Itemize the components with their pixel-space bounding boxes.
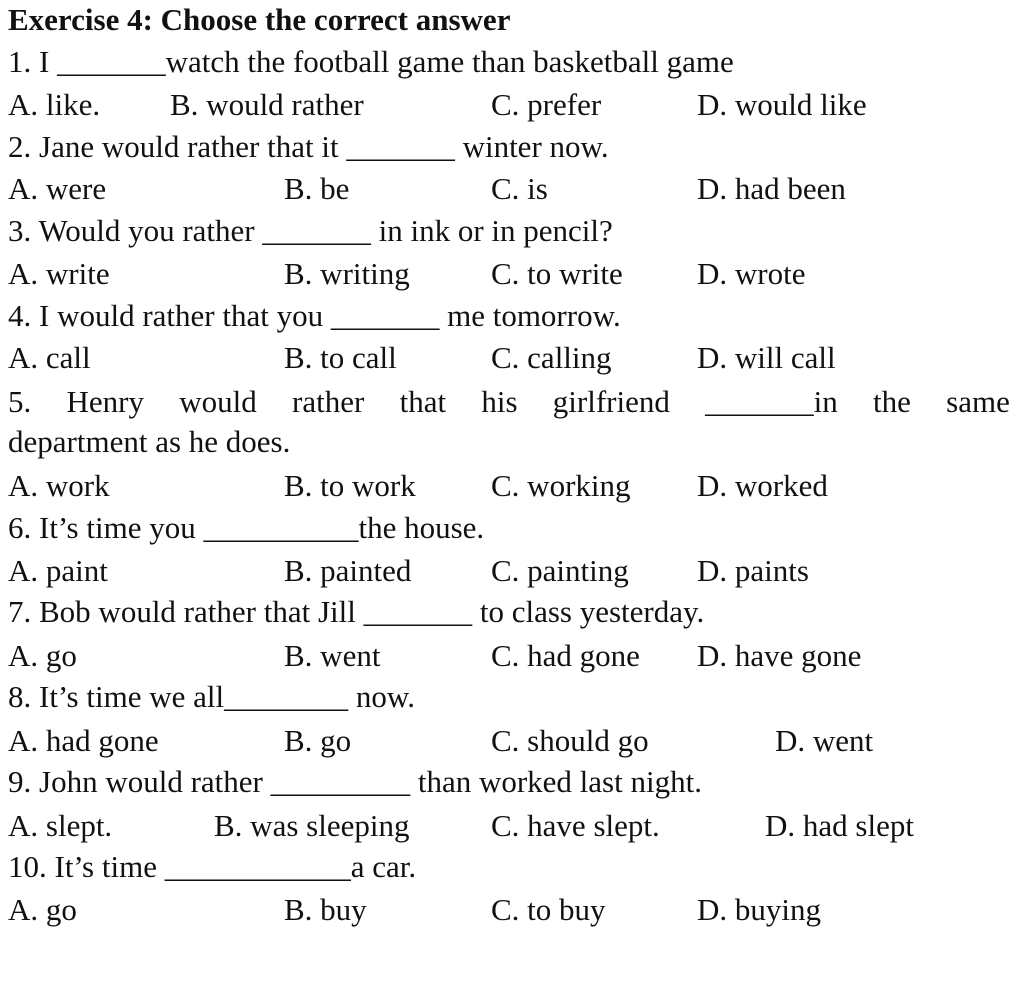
- question-10-option-d: D. buying: [697, 892, 821, 927]
- question-1-option-d: D. would like: [697, 87, 867, 122]
- question-8-option-c: C. should go: [491, 723, 649, 758]
- question-5-word: same: [946, 384, 1010, 419]
- question-5-option-c: C. working: [491, 468, 631, 503]
- question-7-option-b: B. went: [284, 638, 381, 673]
- question-4-option-c: C. calling: [491, 340, 612, 375]
- question-7-option-c: C. had gone: [491, 638, 640, 673]
- question-3-option-b: B. writing: [284, 256, 410, 291]
- question-9-option-b: B. was sleeping: [214, 808, 410, 843]
- question-8-option-d: D. went: [775, 723, 874, 758]
- question-1-prompt: 1. I _______watch the football game than basketball game: [8, 44, 734, 79]
- question-2-option-d: D. had been: [697, 171, 846, 206]
- question-2-option-b: B. be: [284, 171, 350, 206]
- question-9-prompt: 9. John would rather _________ than worked last night.: [8, 764, 702, 799]
- question-5-word: 5.: [8, 384, 32, 419]
- question-1-option-a: A. like.: [8, 87, 101, 122]
- question-4-option-a: A. call: [8, 340, 91, 375]
- question-5-word: would: [179, 384, 257, 419]
- question-6-option-b: B. painted: [284, 553, 412, 588]
- question-6-prompt: 6. It’s time you __________the house.: [8, 510, 485, 545]
- question-2-prompt: 2. Jane would rather that it _______ winter now.: [8, 129, 609, 164]
- question-5-prompt-continued: department as he does.: [8, 424, 291, 459]
- question-5-prompt: [8, 384, 1010, 420]
- question-5-word: the: [873, 384, 911, 419]
- question-2-option-c: C. is: [491, 171, 548, 206]
- question-7-prompt: 7. Bob would rather that Jill _______ to class yesterday.: [8, 594, 705, 629]
- question-1-option-b: B. would rather: [170, 87, 364, 122]
- question-9-option-d: D. had slept: [765, 808, 914, 843]
- question-6-option-a: A. paint: [8, 553, 108, 588]
- question-9-option-c: C. have slept.: [491, 808, 660, 843]
- question-7-option-d: D. have gone: [697, 638, 862, 673]
- question-5-word: his: [481, 384, 518, 419]
- question-3-prompt: 3. Would you rather _______ in ink or in pencil?: [8, 213, 613, 248]
- question-5-word: girlfriend: [552, 384, 670, 419]
- question-6-option-d: D. paints: [697, 553, 809, 588]
- question-7-option-a: A. go: [8, 638, 77, 673]
- question-4-prompt: 4. I would rather that you _______ me tomorrow.: [8, 298, 621, 333]
- question-3-option-d: D. wrote: [697, 256, 806, 291]
- exercise-title: Exercise 4: Choose the correct answer: [8, 2, 511, 37]
- question-8-option-b: B. go: [284, 723, 352, 758]
- question-3-option-c: C. to write: [491, 256, 623, 291]
- question-10-option-b: B. buy: [284, 892, 367, 927]
- question-10-option-a: A. go: [8, 892, 77, 927]
- question-8-option-a: A. had gone: [8, 723, 159, 758]
- question-6-option-c: C. painting: [491, 553, 629, 588]
- question-5-option-a: A. work: [8, 468, 110, 503]
- question-5-option-d: D. worked: [697, 468, 828, 503]
- question-1-option-c: C. prefer: [491, 87, 602, 122]
- question-10-option-c: C. to buy: [491, 892, 606, 927]
- question-9-option-a: A. slept.: [8, 808, 113, 843]
- question-2-option-a: A. were: [8, 171, 107, 206]
- question-3-option-a: A. write: [8, 256, 110, 291]
- question-10-prompt: 10. It’s time ____________a car.: [8, 849, 417, 884]
- question-5-word: _______in: [705, 384, 838, 419]
- question-8-prompt: 8. It’s time we all________ now.: [8, 679, 415, 714]
- question-5-word: Henry: [66, 384, 144, 419]
- question-4-option-d: D. will call: [697, 340, 836, 375]
- question-5-word: that: [399, 384, 447, 419]
- question-5-word: rather: [292, 384, 365, 419]
- question-4-option-b: B. to call: [284, 340, 397, 375]
- question-5-option-b: B. to work: [284, 468, 416, 503]
